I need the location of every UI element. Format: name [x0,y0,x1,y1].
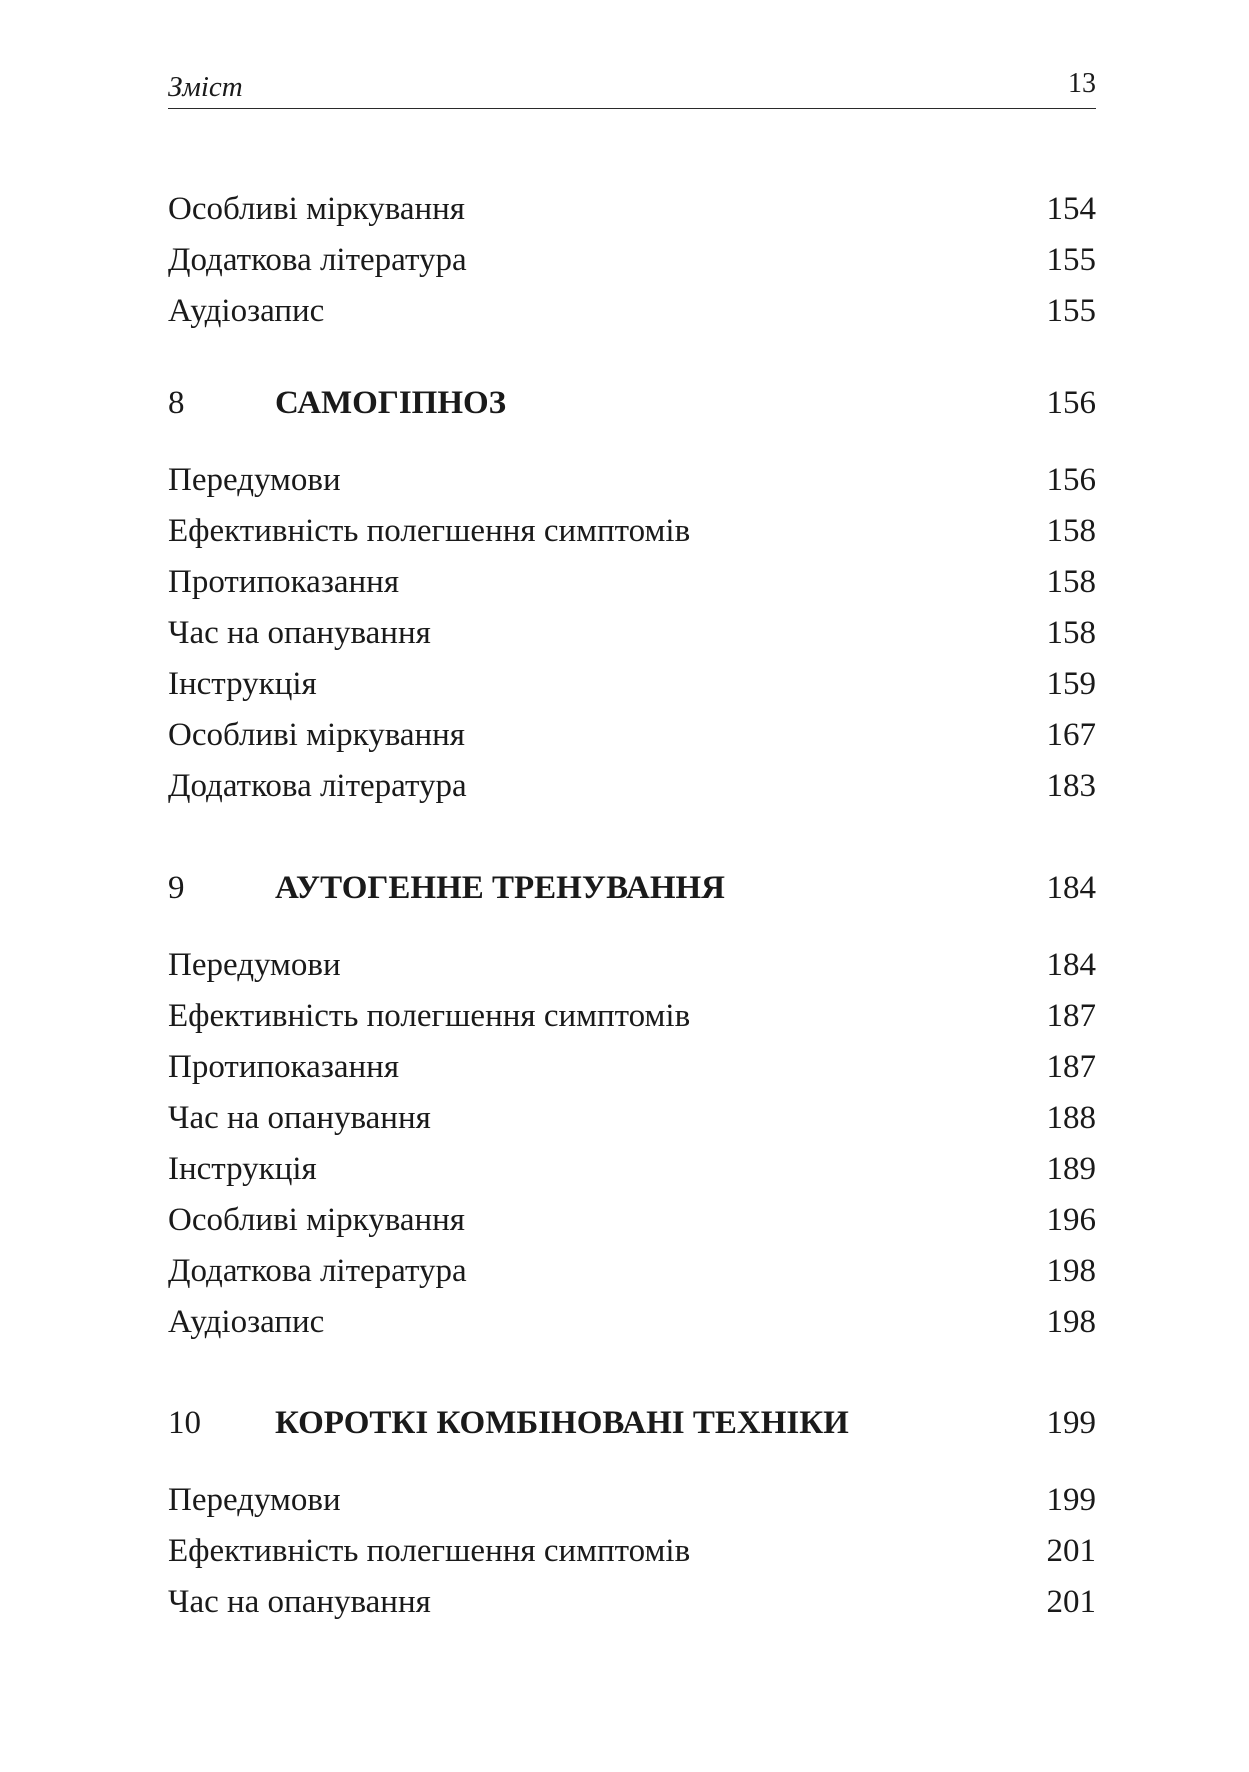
page-header [168,66,1096,109]
toc-entry-label: Особливі міркування [168,191,465,227]
toc-entry-label: Ефективність полегшення симптомів [168,1533,691,1569]
chapter-number: 8 [168,385,185,421]
running-head-title: Зміст [168,71,243,103]
toc-entry[interactable] [168,1197,1096,1243]
toc-entry[interactable] [168,763,1096,809]
toc-entry-page: 199 [1046,1482,1096,1518]
toc-entry-page: 201 [1046,1533,1096,1569]
toc-entry-page: 196 [1046,1202,1096,1238]
toc-entry[interactable] [168,237,1096,283]
chapter-number: 10 [168,1405,201,1441]
toc-entry-label: Додаткова література [168,242,467,278]
toc-entry-label: Ефективність полегшення симптомів [168,513,691,549]
toc-entry-label: Час на опанування [168,1584,431,1620]
toc-entry-page: 158 [1046,615,1096,651]
toc-entry-label: Час на опанування [168,1100,431,1136]
toc-entry[interactable] [168,1044,1096,1090]
toc-entry-label: Протипоказання [168,1049,399,1085]
toc-entry-page: 189 [1046,1151,1096,1187]
toc-entry-page: 201 [1046,1584,1096,1620]
toc-entry-label: Аудіозапис [168,1304,325,1340]
toc-entry-label: Додаткова література [168,1253,467,1289]
toc-entry[interactable] [168,559,1096,605]
chapter-title: КОРОТКІ КОМБІНОВАНІ ТЕХНІКИ [275,1405,849,1441]
toc-entry[interactable] [168,1579,1096,1625]
chapter-page: 184 [1046,870,1096,906]
toc-entry-page: 158 [1046,513,1096,549]
toc-entry-page: 156 [1046,462,1096,498]
toc-entry[interactable] [168,1095,1096,1141]
toc-entry-label: Протипоказання [168,564,399,600]
toc-entry-page: 183 [1046,768,1096,804]
toc-entry-page: 198 [1046,1253,1096,1289]
toc-entry-label: Аудіозапис [168,293,325,329]
toc-entry[interactable] [168,1528,1096,1574]
toc-entry-page: 159 [1046,666,1096,702]
toc-entry-page: 155 [1046,242,1096,278]
toc-entry-label: Інструкція [168,666,317,702]
toc-entry[interactable] [168,1146,1096,1192]
toc-entry-label: Додаткова література [168,768,467,804]
toc-entry-page: 167 [1046,717,1096,753]
toc-entry-page: 198 [1046,1304,1096,1340]
toc-entry-label: Передумови [168,462,341,498]
chapter-title: САМОГІПНОЗ [275,385,507,421]
toc-entry[interactable] [168,942,1096,988]
toc-entry[interactable] [168,1299,1096,1345]
toc-entry-label: Інструкція [168,1151,317,1187]
toc-entry[interactable] [168,1248,1096,1294]
chapter-title: АУТОГЕННЕ ТРЕНУВАННЯ [275,870,725,906]
chapter-page: 156 [1046,385,1096,421]
toc-entry[interactable] [168,1477,1096,1523]
page-number: 13 [1068,68,1096,99]
toc-entry-page: 187 [1046,998,1096,1034]
toc-entry-label: Ефективність полегшення симптомів [168,998,691,1034]
toc-entry[interactable] [168,186,1096,232]
toc-entry-label: Час на опанування [168,615,431,651]
chapter-heading-8[interactable] [168,380,1096,426]
toc-entry[interactable] [168,712,1096,758]
toc-entry[interactable] [168,288,1096,334]
toc-entry-page: 188 [1046,1100,1096,1136]
chapter-heading-10[interactable] [168,1400,1096,1446]
toc-entry-page: 154 [1046,191,1096,227]
toc-entry-label: Передумови [168,1482,341,1518]
toc-entry[interactable] [168,610,1096,656]
toc-entry-page: 155 [1046,293,1096,329]
toc-entry[interactable] [168,661,1096,707]
toc-entry-label: Передумови [168,947,341,983]
toc-entry-label: Особливі міркування [168,1202,465,1238]
toc-entry-page: 158 [1046,564,1096,600]
toc-entry[interactable] [168,457,1096,503]
toc-entry[interactable] [168,508,1096,554]
toc-entry[interactable] [168,993,1096,1039]
toc-entry-label: Особливі міркування [168,717,465,753]
chapter-number: 9 [168,870,185,906]
toc-entry-page: 184 [1046,947,1096,983]
toc-entry-page: 187 [1046,1049,1096,1085]
chapter-heading-9[interactable] [168,865,1096,911]
chapter-page: 199 [1046,1405,1096,1441]
